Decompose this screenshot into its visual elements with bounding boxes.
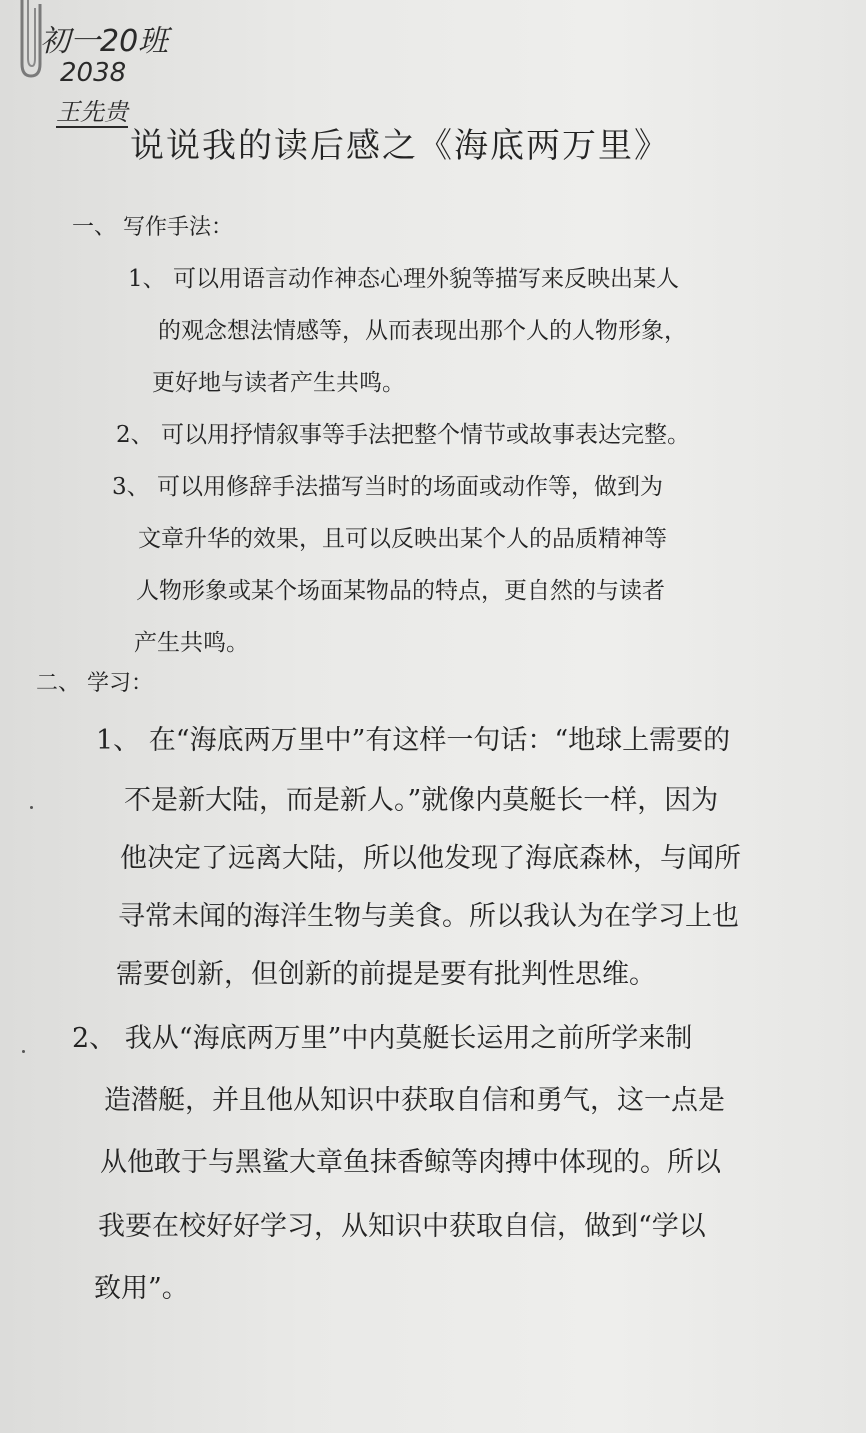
section-heading-writing-techniques: 一、 写作手法：	[72, 215, 233, 240]
handwritten-name: 王先贵	[56, 98, 128, 126]
section2-line: 1、 在“海底两万里中”有这样一句话：“地球上需要的	[96, 725, 731, 756]
section1-line: 的观念想法情感等，从而表现出那个人的人物形象，	[158, 318, 687, 344]
section2-line: 2、 我从“海底两万里”中内莫艇长运用之前所学来制	[72, 1023, 693, 1054]
section1-line: 2、 可以用抒情叙事等手法把整个情节或故事表达完整。	[116, 422, 690, 448]
section-heading-learning: 二、 学习：	[36, 671, 153, 696]
document-title: 说说我的读后感之《海底两万里》	[130, 126, 670, 166]
section1-line: 3、 可以用修辞手法描写当时的场面或动作等，做到为	[112, 474, 663, 500]
section2-line: 寻常未闻的海洋生物与美食。所以我认为在学习上也	[118, 901, 739, 932]
section2-line: 从他敢于与黑鲨大章鱼抹香鲸等肉搏中体现的。所以	[100, 1147, 721, 1178]
section2-line: 他决定了远离大陆，所以他发现了海底森林，与闻所	[120, 843, 741, 874]
section2-line: 我要在校好好学习，从知识中获取自信，做到“学以	[98, 1211, 706, 1242]
section1-line: 产生共鸣。	[134, 630, 249, 656]
section2-line: 需要创新，但创新的前提是要有批判性思维。	[116, 959, 656, 990]
paper-mark	[22, 1050, 25, 1053]
section1-line: 1、 可以用语言动作神态心理外貌等描写来反映出某人	[128, 266, 679, 292]
section1-line: 文章升华的效果，且可以反映出某个人的品质精神等	[138, 526, 667, 552]
paper-mark	[30, 806, 33, 809]
section2-line: 不是新大陆，而是新人。”就像内莫艇长一样，因为	[124, 785, 719, 816]
section2-line: 致用”。	[94, 1273, 189, 1304]
handwritten-class: 初一20班	[40, 24, 169, 59]
section1-line: 更好地与读者产生共鸣。	[152, 370, 405, 396]
section2-line: 造潜艇，并且他从知识中获取自信和勇气，这一点是	[104, 1085, 725, 1116]
handwritten-student-number: 2038	[60, 58, 127, 88]
section1-line: 人物形象或某个场面某物品的特点，更自然的与读者	[136, 578, 665, 604]
